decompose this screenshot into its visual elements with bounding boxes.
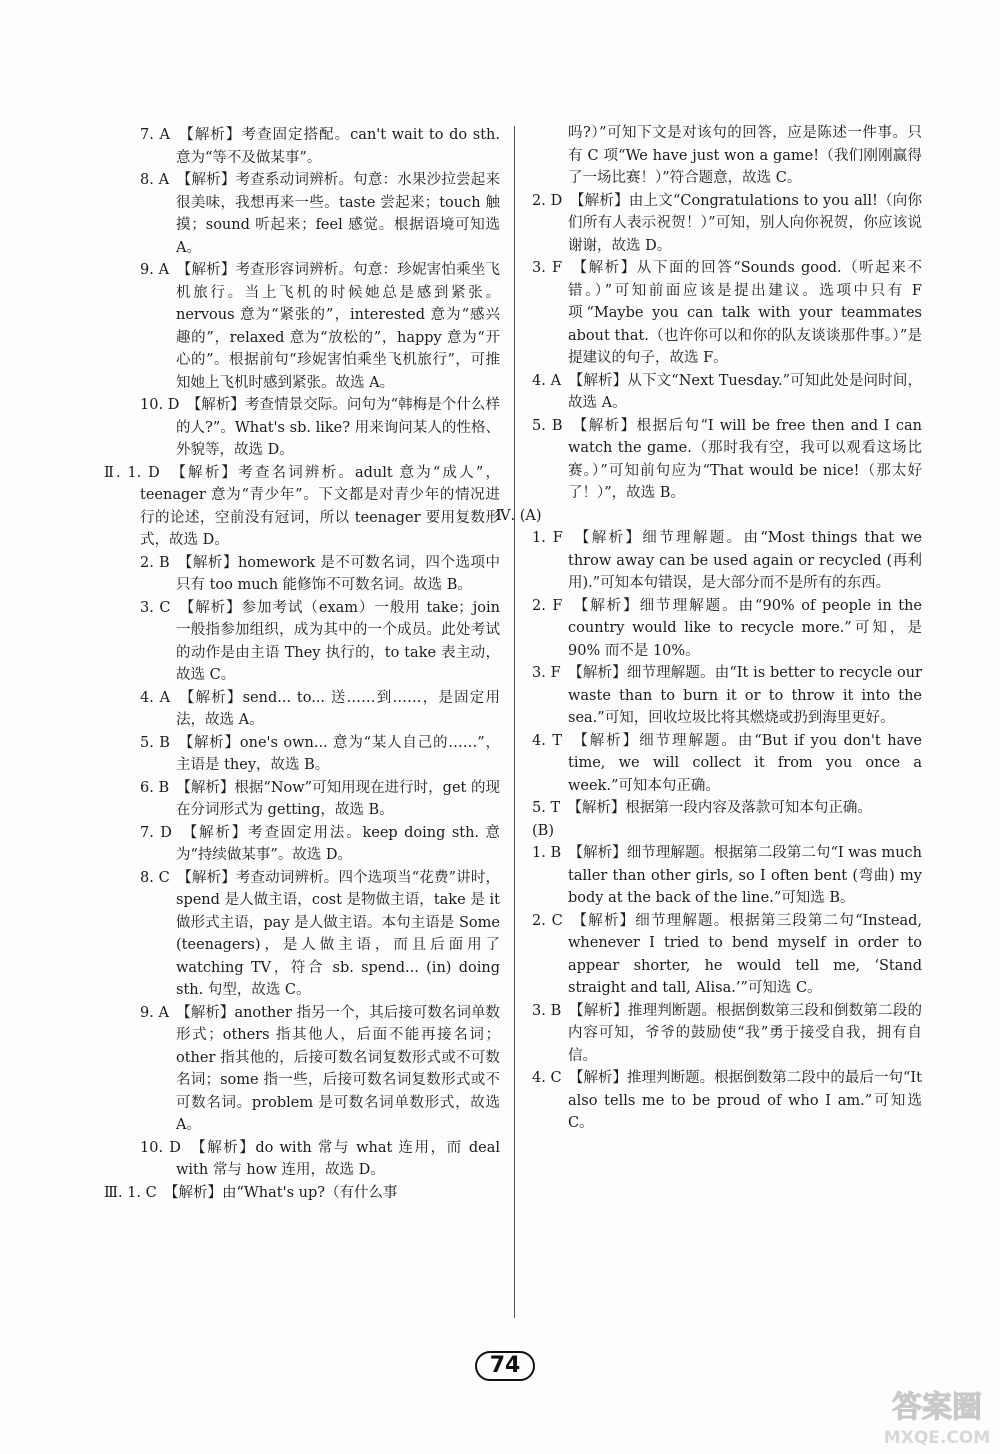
right-answer-item: 3. B 【解析】推理判断题。根据倒数第三段和倒数第二段的内容可知，爷爷的鼓励使“我”勇于接受自我，拥有自信。	[532, 1002, 922, 1064]
left-answer-item: 7. D 【解析】考查固定用法。keep doing sth. 意为“持续做某事”。故选 D。	[140, 824, 500, 863]
left-answer-item: 7. A 【解析】考查固定搭配。can't wait to do sth. 意为“等不及做某事”。	[140, 127, 500, 166]
page-number: 74	[489, 1353, 521, 1378]
left-answer-item: Ⅲ. 1. C 【解析】由“What's up?（有什么事	[104, 1184, 398, 1201]
right-answer-item: 2. D 【解析】由上文“Congratulations to you all!（向你们所有人表示祝贺！）”可知，别人向你祝贺，你应该说谢谢，故选 D。	[532, 192, 922, 254]
right-answer-item: 吗?）”可知下文是对该句的回答，应是陈述一件事。只有 C 项“We have just won a game!（我们刚刚赢得了一场比赛！）”符合题意，故选 C。	[568, 125, 922, 186]
left-answer-item: 6. B 【解析】根据“Now”可知用现在进行时，get 的现在分词形式为 getting，故选 B。	[140, 779, 500, 818]
right-answer-item: 3. F 【解析】从下面的回答“Sounds good.（听起来不错。）”可知前面应该是提出建议。选项中只有 F 项“Maybe you can talk with your teammates about that.（也许你可以和你的队友谈谈那件事。）”是提建议的句子，故选 F。	[532, 260, 922, 366]
left-answer-item: Ⅱ. 1. D 【解析】考查名词辨析。adult 意为“成人”，teenager 意为“青少年”。下文都是对青少年的情况进行的论述，空前没有冠词，所以 teenager 要用复数形式，故选 D。	[104, 464, 500, 548]
svg-text:MXQE.COM: MXQE.COM	[883, 1428, 991, 1448]
left-answer-item: 4. A 【解析】send... to... 送……到……，是固定用法，故选 A。	[140, 689, 500, 728]
right-answer-item: 1. F 【解析】细节理解题。由“Most things that we throw away can be used again or recycled (再利用).”可知本句错误，是大部分而不是所有的东西。	[532, 530, 922, 591]
page-number-badge	[474, 1350, 536, 1382]
right-answer-item: 2. F 【解析】细节理解题。由“90% of people in the country would like to recycle more.”可知，是 90% 而不是 10%。	[532, 597, 922, 659]
right-answer-item: Ⅳ. (A)	[496, 507, 542, 524]
left-answer-item: 10. D 【解析】考查情景交际。问句为“韩梅是个什么样的人?”。What's sb. like? 用来询问某人的性格、外貌等，故选 D。	[140, 397, 500, 458]
right-answer-item: 4. C 【解析】推理判断题。根据倒数第二段中的最后一句“It also tells me to be proud of who I am.”可知选 C。	[532, 1070, 922, 1131]
right-answer-item: 5. T 【解析】根据第一段内容及落款可知本句正确。	[532, 800, 872, 816]
left-answer-item: 2. B 【解析】homework 是不可数名词，四个选项中只有 too much 能修饰不可数名词。故选 B。	[140, 554, 500, 593]
left-column	[104, 124, 500, 1204]
watermark-logo	[880, 1385, 995, 1450]
right-answer-item: 5. B 【解析】根据后句“I will be free then and I can watch the game.（那时我有空，我可以观看这场比赛。）”可知前句应为“That would be nice!（那太好了！）”，故选 B。	[532, 417, 922, 501]
right-answer-item: 2. C 【解析】细节理解题。根据第三段第二句“Instead, whenever I tried to bend myself in order to appear shorter, he would tell me, ‘Stand straight and tall, Alisa.’”可知选 C。	[532, 912, 922, 996]
left-answer-item: 3. C 【解析】参加考试（exam）一般用 take；join 一般指参加组织，成为其中的一个成员。此处考试的动作是由主语 They 执行的，to take 表主动，故选 C。	[140, 599, 500, 683]
right-answer-item: (B)	[532, 822, 554, 839]
left-answer-item: 5. B 【解析】one's own... 意为“某人自己的……”，主语是 they，故选 B。	[140, 734, 500, 773]
left-answer-item: 8. C 【解析】考查动词辨析。四个选项当“花费”讲时，spend 是人做主语，cost 是物做主语，take 是 it 做形式主语，pay 是人做主语。本句主语是 Some (teenagers)，是人做主语，而且后面用了 watching TV，符合 sb. spend... (in) doing sth. 句型，故选 C。	[140, 869, 500, 998]
right-column	[496, 122, 922, 1135]
svg-text:答案圈: 答案圈	[892, 1390, 982, 1425]
left-answer-item: 9. A 【解析】考查形容词辨析。句意：珍妮害怕乘坐飞机旅行。当上飞机的时候她总是感到紧张。nervous 意为“紧张的”，interested 意为“感兴趣的”，relaxed 意为“放松的”，happy 意为“开心的”。根据前句“珍妮害怕乘坐飞机旅行”，可推知她上飞机时感到紧张。故选 A。	[140, 262, 500, 391]
left-answer-item: 9. A 【解析】another 指另一个，其后接可数名词单数形式；others 指其他人，后面不能再接名词；other 指其他的，后接可数名词复数形式或不可数名词；some 指一些，后接可数名词复数形式或不可数名词。problem 是可数名词单数形式，故选 A。	[140, 1004, 500, 1133]
left-answer-item: 8. A 【解析】考查系动词辨析。句意：水果沙拉尝起来很美味，我想再来一些。taste 尝起来；touch 触摸；sound 听起来；feel 感觉。根据语境可知选 A。	[140, 172, 500, 256]
right-answer-item: 4. T 【解析】细节理解题。由“But if you don't have time, we will collect it from you once a week.”可知本句正确。	[532, 732, 922, 794]
left-answer-item: 10. D 【解析】do with 常与 what 连用，而 deal with 常与 how 连用，故选 D。	[140, 1139, 500, 1178]
right-answer-item: 3. F 【解析】细节理解题。由“It is better to recycle our waste than to burn it or to throw it into the sea.”可知，回收垃圾比将其燃烧或扔到海里更好。	[532, 665, 922, 726]
column-divider	[514, 126, 515, 1318]
right-answer-item: 4. A 【解析】从下文“Next Tuesday.”可知此处是问时间，故选 A。	[532, 372, 922, 411]
right-answer-item: 1. B 【解析】细节理解题。根据第二段第二句“I was much taller than other girls, so I often bent (弯曲) my body at the back of the line.”可知选 B。	[532, 845, 922, 906]
